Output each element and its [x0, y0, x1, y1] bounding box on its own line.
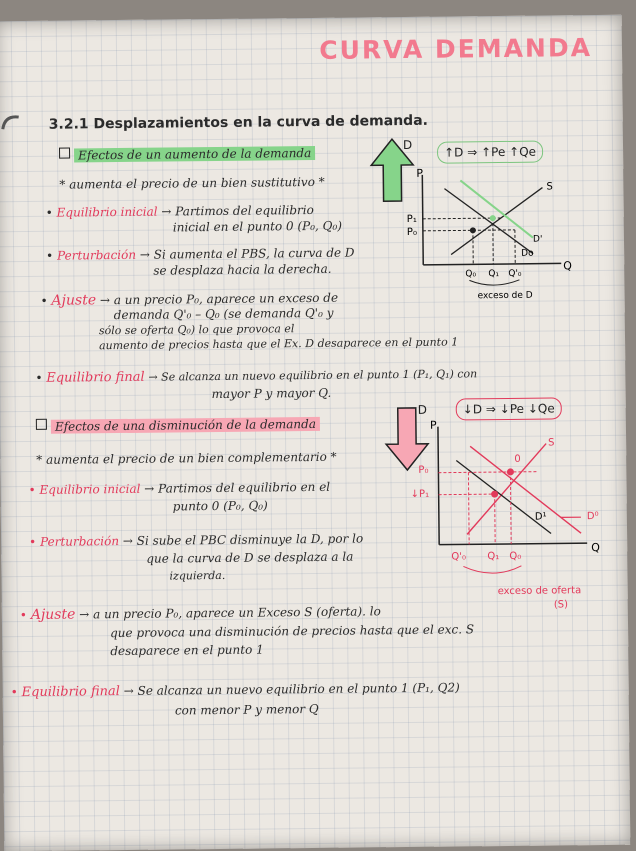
section1-adjustment: • Ajuste → a un precio P₀, aparece un exceso de: [41, 290, 339, 309]
chart2-excess-brace: [463, 566, 521, 574]
section2-adjustment-2: que provoca una disminución de precios hasta que el exc. S: [110, 622, 474, 640]
chart1-p-label: P: [416, 167, 423, 180]
section2-header: Efectos de una disminución de la demanda: [36, 416, 320, 434]
section2-eq-final: • Equilibrio final → Se alcanza un nuevo equilibrio en el punto 1 (P₁, Q2): [11, 680, 460, 700]
chart1-excess-label: exceso de D: [478, 291, 533, 302]
chart1-demand-d0: [444, 188, 533, 255]
section2-adjustment-3: desaparece en el punto 1: [110, 643, 264, 659]
chart2-q1-guide: [495, 494, 496, 544]
binder-ring-icon: [0, 109, 27, 139]
chart1-point-0: [470, 227, 476, 233]
chart1-p-axis: [422, 175, 423, 265]
section1-cause: * aumenta el precio de un bien sustitutivo *: [59, 175, 324, 192]
notebook-page: [0, 15, 630, 851]
chart2-q0p-label: Q'₀: [451, 551, 466, 562]
section1-eq-final-2: mayor P y mayor Q.: [212, 386, 332, 401]
chart1-p0-label: P₀: [407, 227, 417, 238]
section2-perturbation-2: que la curva de D se desplaza a la: [146, 550, 353, 566]
section-heading: 3.2.1 Desplazamientos en la curva de demanda.: [49, 113, 428, 133]
checkbox-icon: [59, 148, 70, 159]
chart2-q0-guide: [510, 472, 511, 544]
chart2-p0-guide: [438, 472, 538, 473]
chart1-q1-label: Q₁: [488, 269, 499, 279]
chart2-d0-label: D⁰: [587, 511, 599, 522]
chart1-supply-curve: [450, 188, 543, 255]
section2-perturbation-3: izquierda.: [169, 569, 225, 583]
chart2-p-axis: [438, 427, 439, 545]
section2-summary-box: ↓D ⇒ ↓Pe ↓Qe: [456, 397, 562, 420]
chart1-d-arrow-label: D: [403, 138, 412, 152]
section2-eq-initial: • Equilibrio inicial → Partimos del equilibrio en el: [29, 480, 331, 497]
section1-summary-box: ↑D ⇒ ↑Pe ↑Qe: [437, 141, 543, 164]
chart2-q1-label: Q₁: [487, 551, 499, 562]
chart2-q0-label: Q₀: [509, 551, 521, 562]
chart1-p1-guide: [423, 218, 501, 219]
chart2-p1-guide: [439, 494, 495, 495]
section1-header: Efectos de un aumento de la demanda: [59, 145, 315, 163]
chart1-q-axis: [423, 263, 561, 264]
chart2-p0-label: P₀: [418, 465, 428, 476]
section1-adjustment-2: demanda Q'₀ – Q₀ (se demanda Q'₀ y: [114, 306, 334, 322]
chart2-q-axis: [439, 543, 587, 545]
section1-eq-final: • Equilibrio final → Se alcanza un nuevo equilibrio en el punto 1 (P₁, Q₁) con: [35, 366, 477, 386]
section2-eq-initial-2: punto 0 (P₀, Q₀): [173, 498, 268, 513]
section2-cause: * aumenta el precio de un bien complementario *: [36, 450, 336, 467]
chart2-o-label: 0: [514, 454, 520, 465]
chart2-p-label: P: [430, 419, 437, 432]
section1-perturbation: • Perturbación → Si aumenta el PBS, la curva de D: [46, 246, 355, 263]
chart1-q-label: Q: [563, 259, 572, 272]
chart2-d-arrow-label: D: [418, 403, 427, 417]
checkbox-icon: [36, 419, 47, 430]
section1-adjustment-3: sólo se oferta Q₀) lo que provoca el: [99, 322, 295, 337]
chart1-p1-label: P₁: [407, 214, 417, 225]
chart2-point-0: [507, 468, 514, 475]
chart2-d1-label: D¹: [535, 512, 547, 523]
section2-adjustment: • Ajuste → a un precio P₀, aparece un Exceso S (oferta). lo: [20, 603, 381, 623]
chart2-supply-demand: [410, 415, 612, 617]
chart2-demand-d1: [456, 460, 551, 535]
chart1-supply-demand: [392, 165, 593, 307]
chart2-p1-label: ↓P₁: [411, 489, 430, 500]
section2-perturbation: • Perturbación → Si sube el PBC disminuye la D, por lo: [29, 531, 363, 548]
chart1-q0p-label: Q'₀: [508, 269, 522, 279]
chart2-demand-d0: [470, 445, 581, 534]
chart1-dprime-label: D': [533, 235, 543, 245]
chart1-d0-label: Do: [521, 249, 534, 259]
section1-adjustment-4: aumento de precios hasta que el Ex. D desaparece en el punto 1: [99, 335, 458, 352]
section1-eq-initial-2: inicial en el punto 0 (P₀, Q₀): [173, 219, 342, 235]
chart2-excess-sub-label: (S): [554, 599, 568, 610]
chart1-q0-label: Q₀: [465, 269, 476, 279]
section1-eq-initial: • Equilibrio inicial → Partimos del equilibrio: [46, 203, 314, 220]
page-title: CURVA DEMANDA: [319, 33, 592, 65]
chart1-s-label: S: [546, 181, 552, 192]
chart1-point-1: [490, 215, 496, 221]
chart2-q-label: Q: [591, 541, 600, 554]
section2-eq-final-2: con menor P y menor Q: [175, 702, 319, 718]
chart2-excess-label: exceso de oferta: [498, 585, 582, 597]
chart1-excess-brace: [469, 280, 519, 286]
chart2-s-label: S: [548, 437, 554, 448]
section1-perturbation-2: se desplaza hacia la derecha.: [153, 262, 331, 278]
